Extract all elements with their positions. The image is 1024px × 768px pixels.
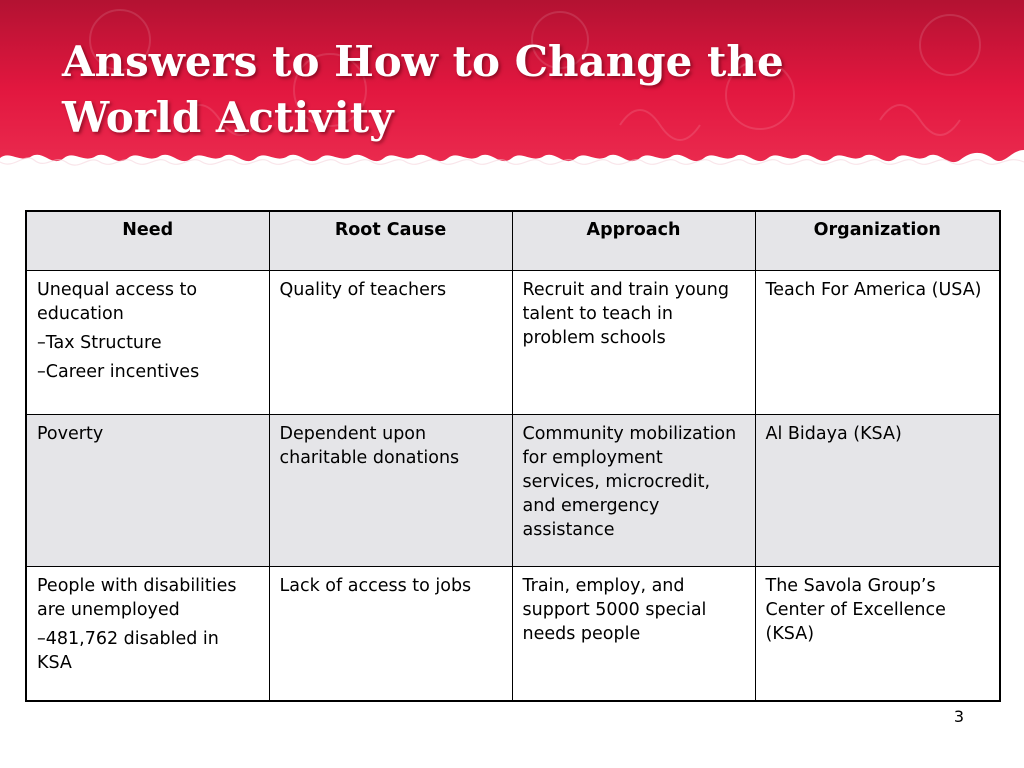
need-subpoint: –481,762 disabled in KSA <box>37 629 219 673</box>
need-subpoint: –Career incentives <box>37 362 200 382</box>
need-text: Unequal access to education <box>37 280 198 324</box>
page-title-line-1: Answers to How to Change the <box>62 37 784 86</box>
need-subpoint: –Tax Structure <box>37 333 162 353</box>
table-header-row <box>26 211 1000 271</box>
organization-cell: The Savola Group’s Center of Excellence (KSA) <box>755 567 1000 702</box>
table-row <box>26 271 1000 415</box>
organization-cell: Al Bidaya (KSA) <box>755 415 1000 567</box>
page-number: 3 <box>953 707 964 726</box>
approach-cell: Community mobilization for employment services, microcredit, and emergency assistance <box>512 415 755 567</box>
root-cause-cell: Dependent upon charitable donations <box>269 415 512 567</box>
header-root-cause: Root Cause <box>269 211 512 271</box>
activity-table <box>25 210 1001 702</box>
root-cause-cell: Lack of access to jobs <box>269 567 512 702</box>
approach-cell: Recruit and train young talent to teach in problem schools <box>512 271 755 415</box>
need-cell <box>26 271 269 415</box>
root-cause-cell: Quality of teachers <box>269 271 512 415</box>
organization-cell: Teach For America (USA) <box>755 271 1000 415</box>
header-approach: Approach <box>512 211 755 271</box>
page-title <box>62 34 962 146</box>
header-organization: Organization <box>755 211 1000 271</box>
need-text: People with disabilities are unemployed <box>37 576 237 620</box>
table-row <box>26 567 1000 702</box>
need-text: Poverty <box>37 424 104 444</box>
need-cell <box>26 415 269 567</box>
approach-cell: Train, employ, and support 5000 special needs people <box>512 567 755 702</box>
table-row <box>26 415 1000 567</box>
need-cell <box>26 567 269 702</box>
header-need: Need <box>26 211 269 271</box>
page-title-line-2: World Activity <box>62 93 394 142</box>
